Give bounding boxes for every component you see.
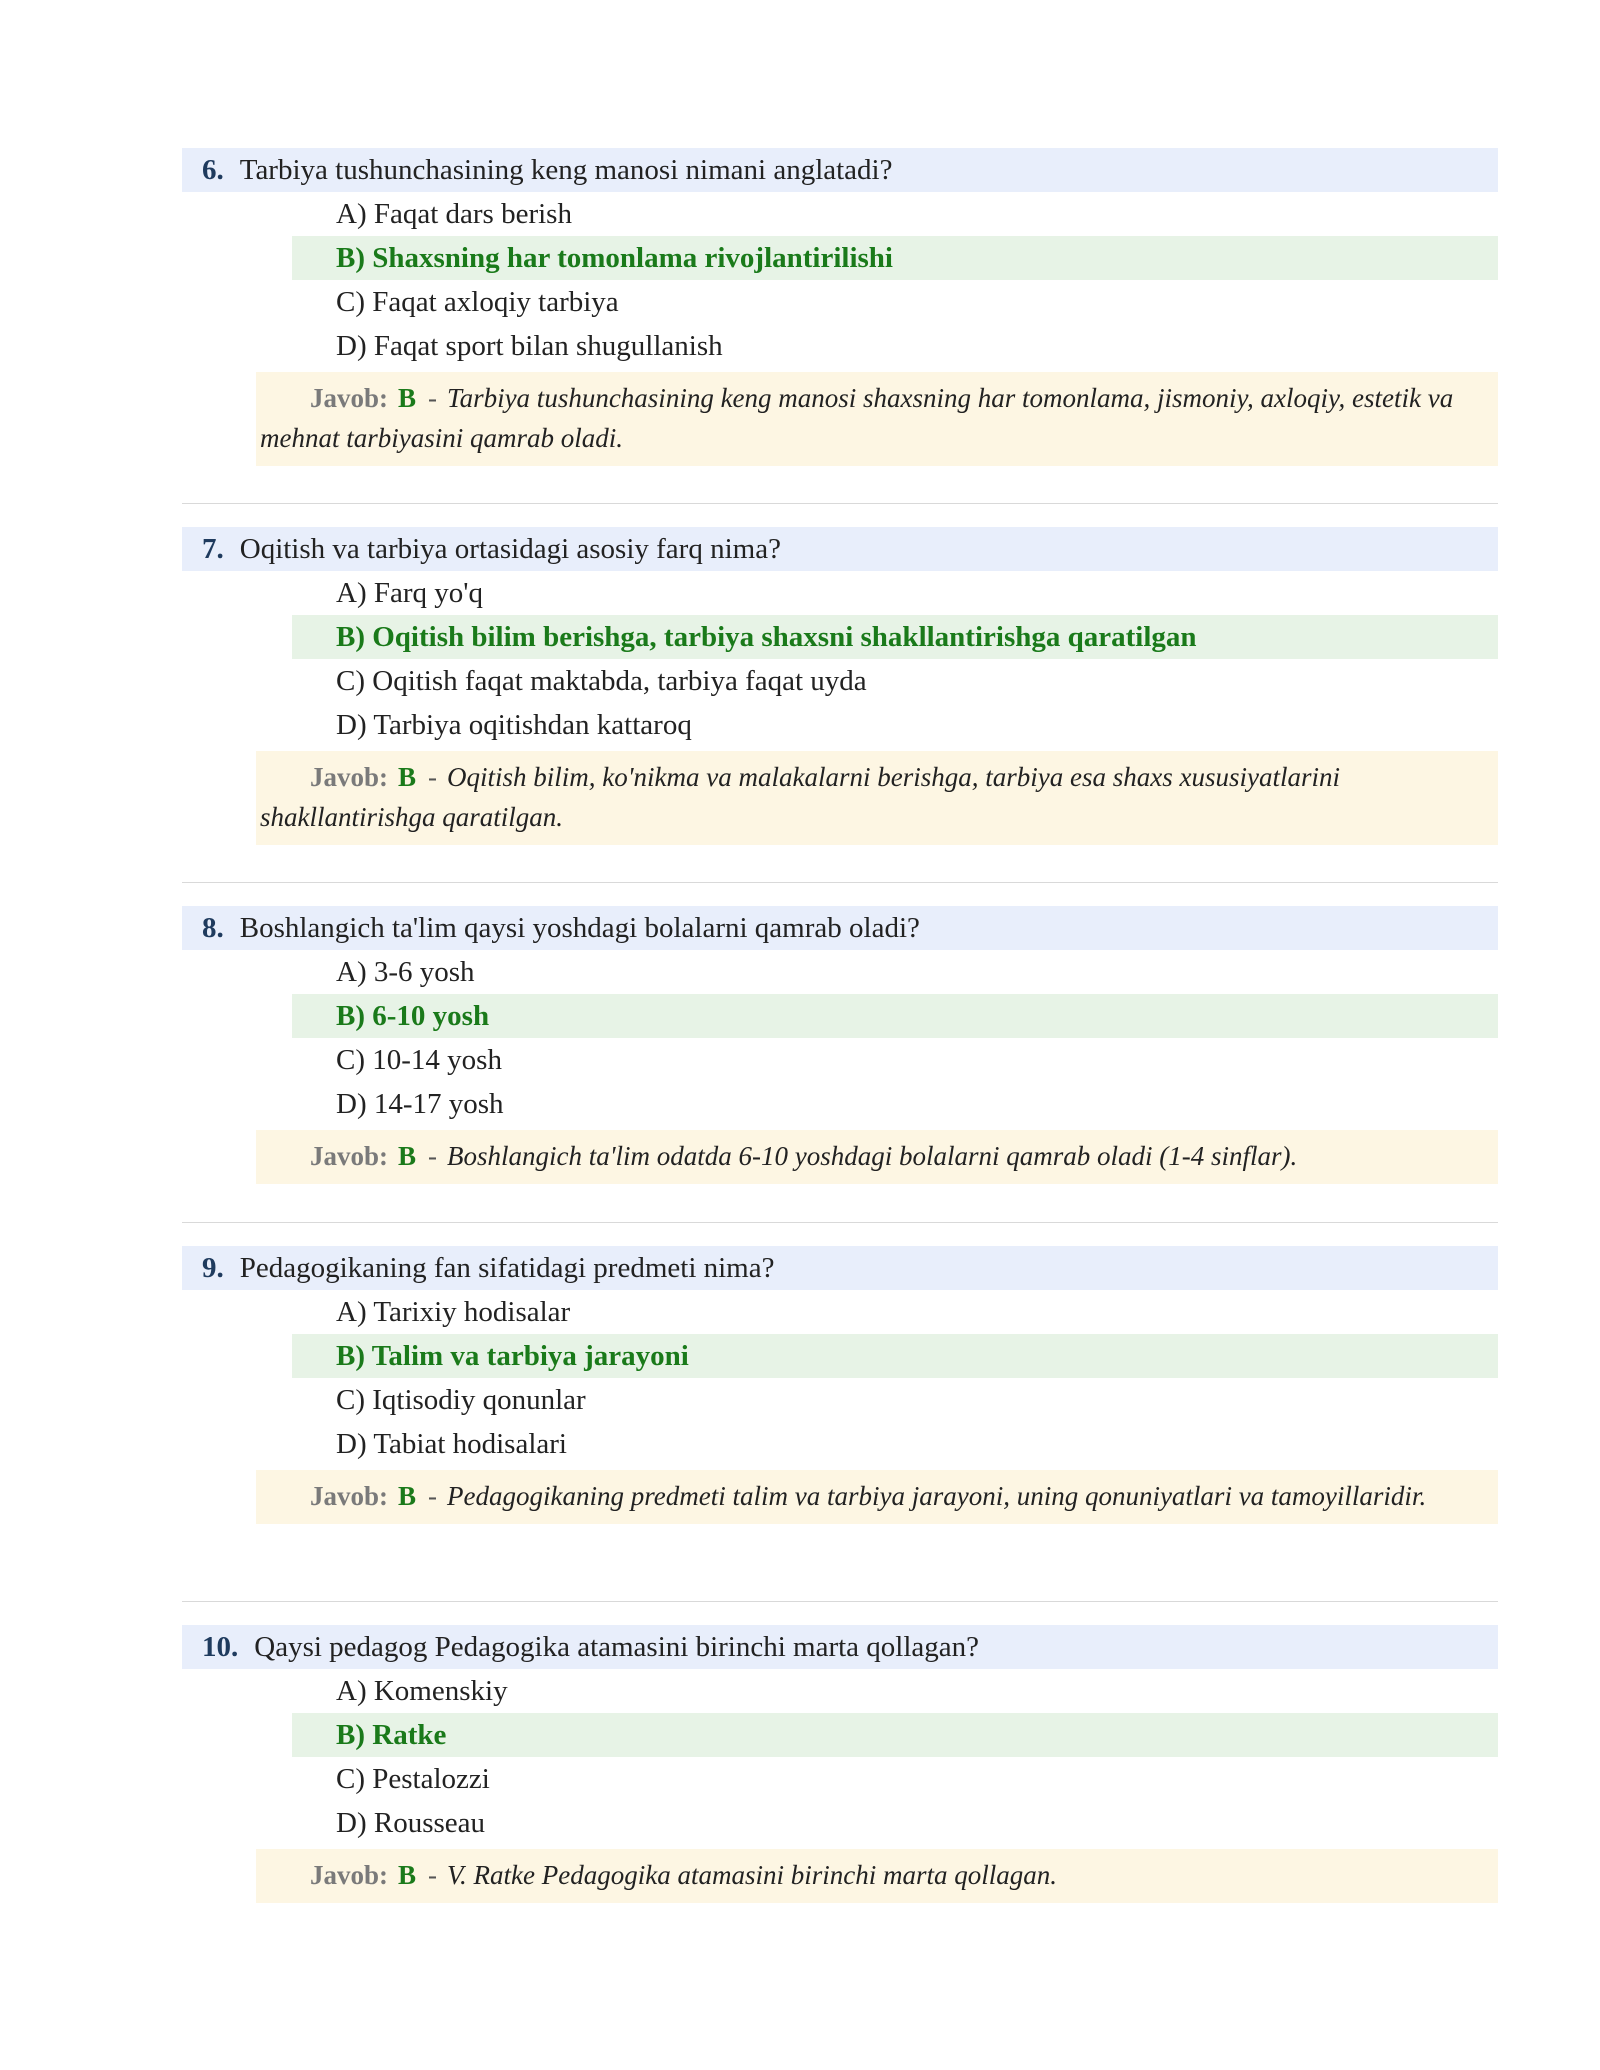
answer-letter: B <box>398 1141 417 1171</box>
answer-letter: B <box>398 1481 417 1511</box>
answer-explanation: V. Ratke Pedagogika atamasini birinchi marta qollagan. <box>447 1860 1057 1890</box>
question-text: Oqitish va tarbiya ortasidagi asosiy farq nima? <box>239 532 781 565</box>
option-b-correct: B) Ratke <box>292 1713 1498 1757</box>
answer-label: Javob: <box>310 1481 389 1511</box>
question-number: 10. <box>202 1630 239 1663</box>
option-b-correct: B) Shaxsning har tomonlama rivojlantirilishi <box>292 236 1498 280</box>
option-b-correct: B) Oqitish bilim berishga, tarbiya shaxsni shakllantirishga qaratilgan <box>292 615 1498 659</box>
question-number: 7. <box>202 532 224 565</box>
answer-dash: - <box>428 1860 438 1890</box>
option-c: C) Pestalozzi <box>336 1762 490 1795</box>
answer-box <box>256 1130 1498 1184</box>
divider <box>182 1601 1498 1602</box>
answer-box <box>256 372 1498 466</box>
question-text: Qaysi pedagog Pedagogika atamasini birinchi marta qollagan? <box>254 1630 980 1663</box>
question-text: Pedagogikaning fan sifatidagi predmeti nima? <box>239 1251 775 1284</box>
answer-explanation: Tarbiya tushunchasining keng manosi shaxsning har tomonlama, jismoniy, axloqiy, estetik va mehnat tarbiyasini qamrab oladi. <box>260 383 1454 453</box>
answer-letter: B <box>398 762 417 792</box>
option-d: D) Tabiat hodisalari <box>336 1427 567 1460</box>
option-a: A) Tarixiy hodisalar <box>336 1295 571 1328</box>
option-a: A) Faqat dars berish <box>336 197 572 230</box>
option-b-correct: B) Talim va tarbiya jarayoni <box>292 1334 1498 1378</box>
divider <box>182 503 1498 504</box>
option-c: C) Iqtisodiy qonunlar <box>336 1383 586 1416</box>
answer-label: Javob: <box>310 1860 389 1890</box>
option-c: C) Oqitish faqat maktabda, tarbiya faqat uyda <box>336 664 867 697</box>
answer-explanation: Boshlangich ta'lim odatda 6-10 yoshdagi bolalarni qamrab oladi (1-4 sinflar). <box>447 1141 1298 1171</box>
option-c: C) 10-14 yosh <box>336 1043 502 1076</box>
answer-dash: - <box>428 1481 438 1511</box>
answer-letter: B <box>398 383 417 413</box>
answer-letter: B <box>398 1860 417 1890</box>
option-a: A) Komenskiy <box>336 1674 508 1707</box>
question-header <box>182 906 1498 950</box>
question-block <box>182 1625 1498 1903</box>
answer-dash: - <box>428 762 438 792</box>
question-header <box>182 148 1498 192</box>
question-block <box>182 527 1498 845</box>
option-d: D) Rousseau <box>336 1806 486 1839</box>
question-number: 9. <box>202 1251 224 1284</box>
question-block <box>182 906 1498 1184</box>
option-c: C) Faqat axloqiy tarbiya <box>336 285 619 318</box>
answer-dash: - <box>428 1141 438 1171</box>
answer-explanation: Pedagogikaning predmeti talim va tarbiya jarayoni, uning qonuniyatlari va tamoyillaridir. <box>447 1481 1427 1511</box>
answer-label: Javob: <box>310 383 389 413</box>
answer-label: Javob: <box>310 1141 389 1171</box>
question-text: Boshlangich ta'lim qaysi yoshdagi bolalarni qamrab oladi? <box>239 911 920 944</box>
divider <box>182 1222 1498 1223</box>
question-number: 6. <box>202 153 224 186</box>
option-d: D) 14-17 yosh <box>336 1087 504 1120</box>
question-text: Tarbiya tushunchasining keng manosi nimani anglatadi? <box>239 153 893 186</box>
divider <box>182 882 1498 883</box>
option-d: D) Tarbiya oqitishdan kattaroq <box>336 708 692 741</box>
option-b-correct: B) 6-10 yosh <box>292 994 1498 1038</box>
answer-label: Javob: <box>310 762 389 792</box>
answer-box <box>256 1470 1498 1524</box>
answer-box <box>256 1849 1498 1903</box>
option-a: A) Farq yo'q <box>336 576 483 609</box>
question-block <box>182 148 1498 466</box>
answer-explanation: Oqitish bilim, ko'nikma va malakalarni berishga, tarbiya esa shaxs xususiyatlarini shakllantirishga qaratilgan. <box>260 762 1340 832</box>
question-header <box>182 527 1498 571</box>
question-header <box>182 1246 1498 1290</box>
option-d: D) Faqat sport bilan shugullanish <box>336 329 723 362</box>
question-block <box>182 1246 1498 1524</box>
question-header <box>182 1625 1498 1669</box>
answer-box <box>256 751 1498 845</box>
answer-dash: - <box>428 383 438 413</box>
option-a: A) 3-6 yosh <box>336 955 475 988</box>
question-number: 8. <box>202 911 224 944</box>
